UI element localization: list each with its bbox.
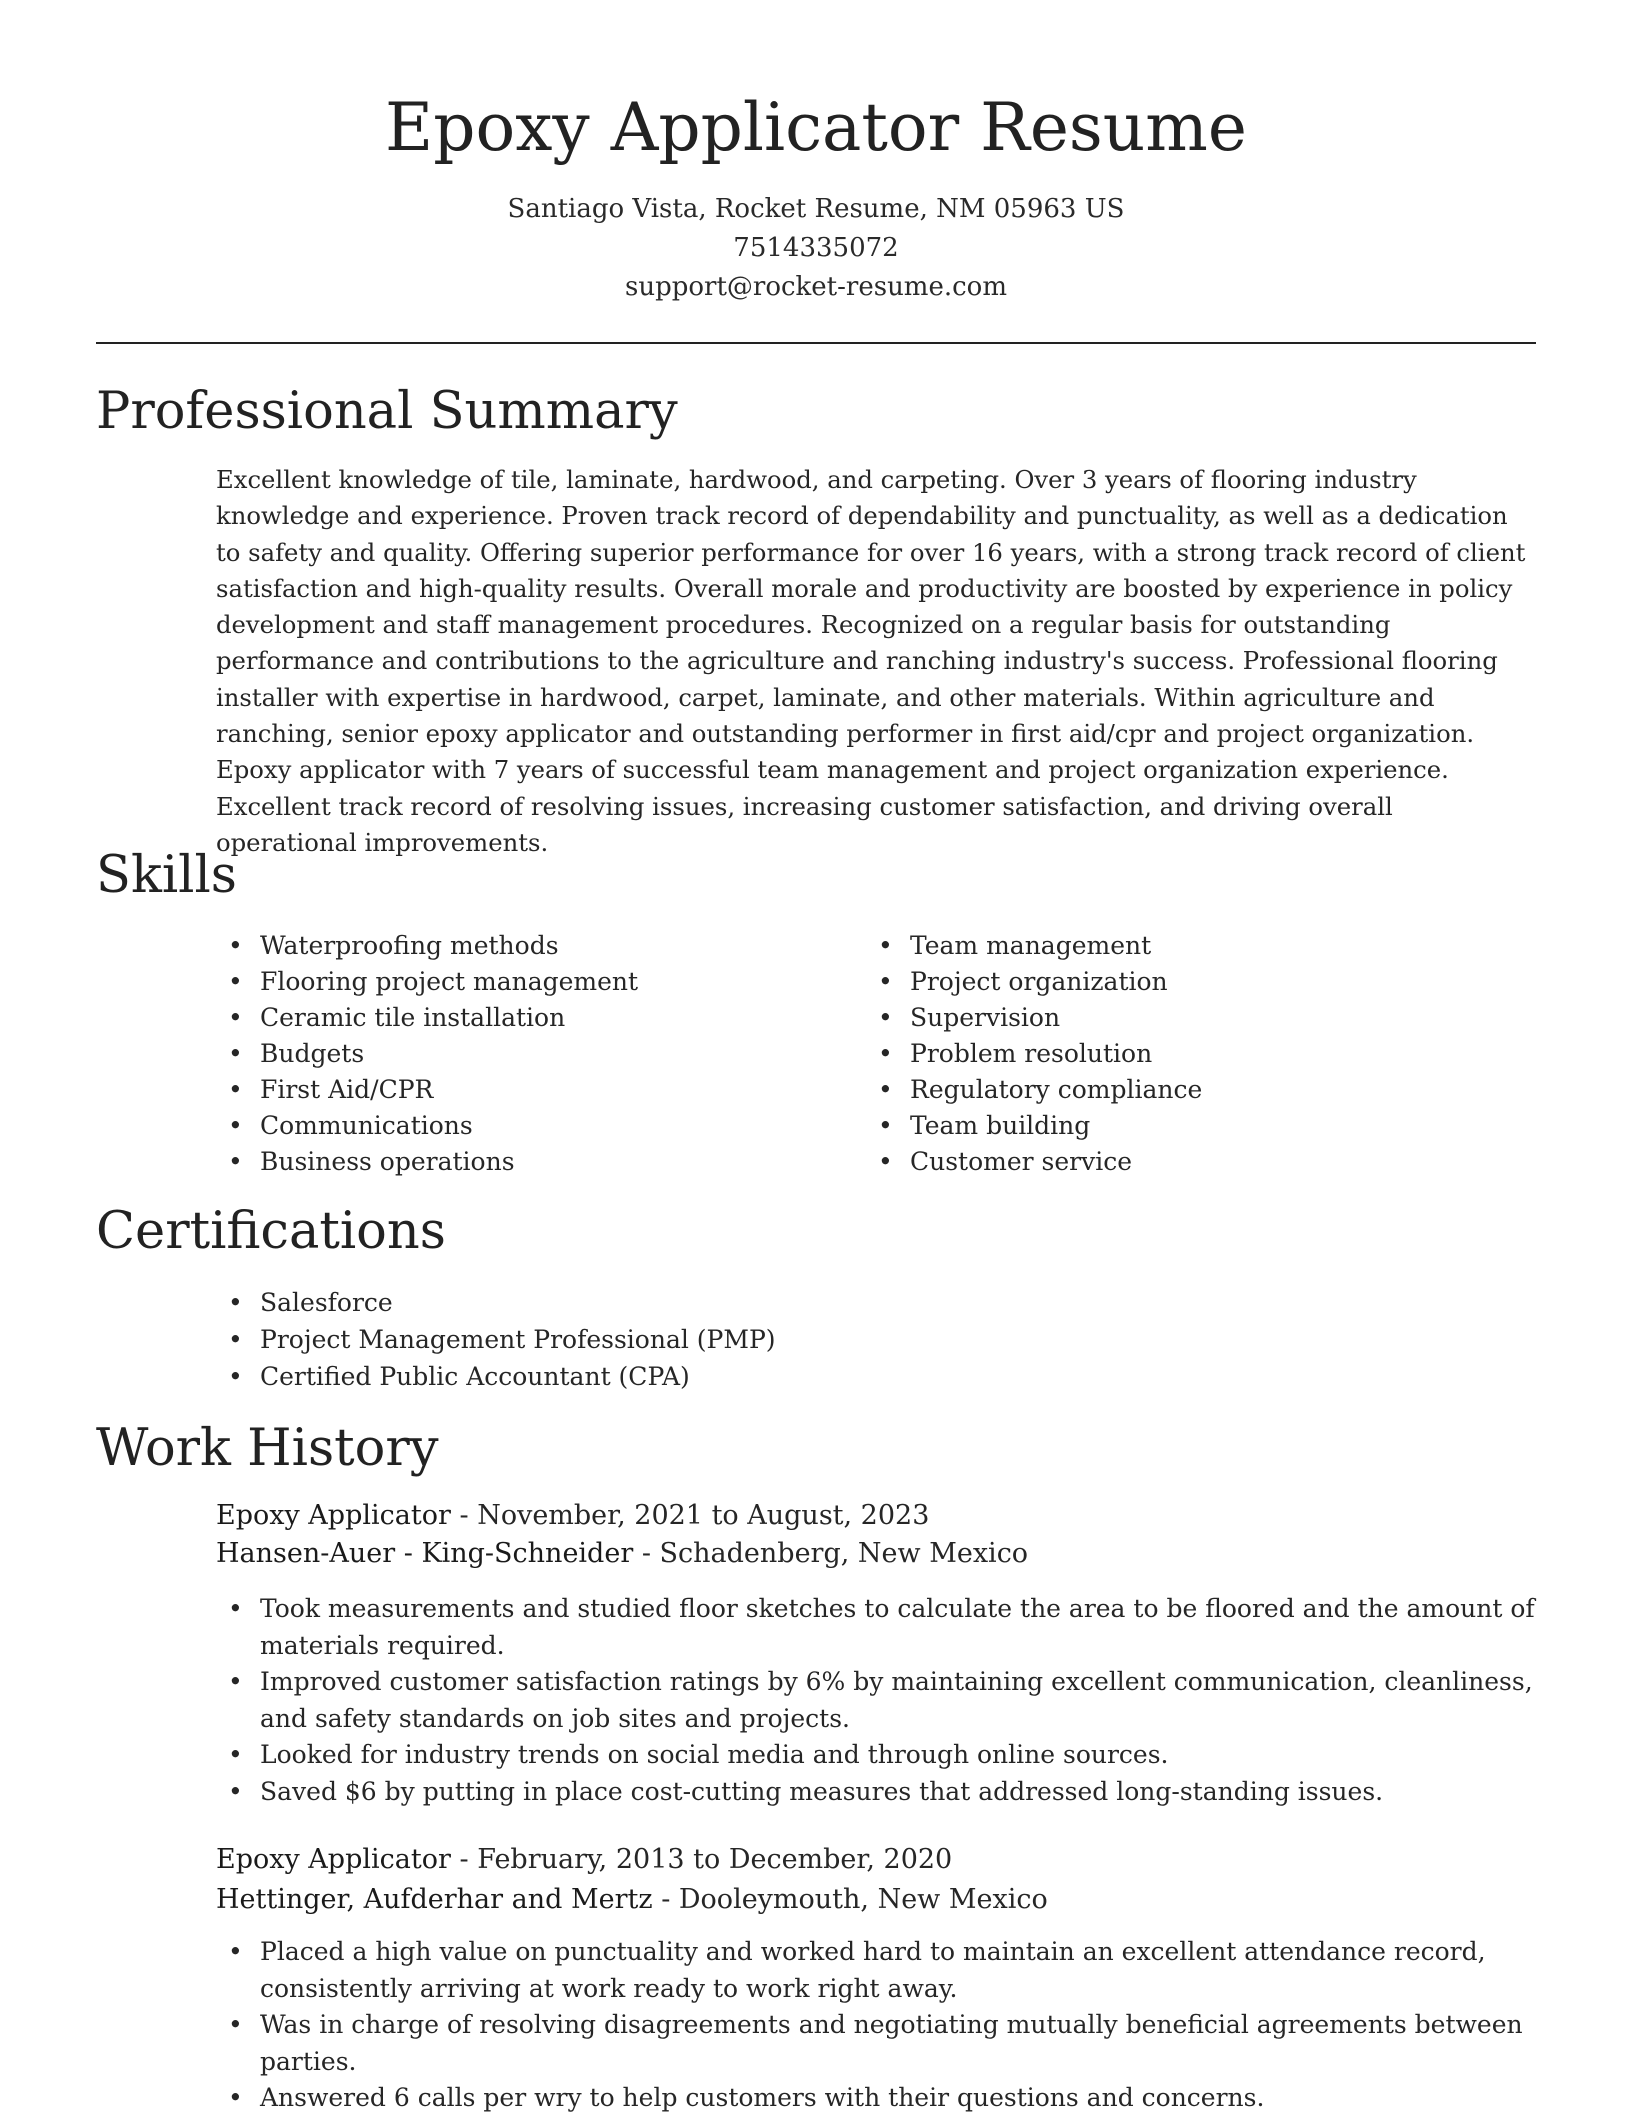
separator: - [450,1500,478,1531]
skill-item: • Ceramic tile installation [216,1000,638,1036]
job-title-line [216,1841,952,1879]
contact-phone: 7514335072 [733,233,899,263]
header-divider [96,342,1536,344]
duty-item: • Saved $6 by putting in place cost-cutting measures that addressed long-standing issues. [216,1774,1536,1811]
skill-item: • Flooring project management [216,964,638,1000]
separator: - [450,1844,478,1875]
separator: - [633,1538,660,1569]
certifications-list [216,1284,776,1395]
certifications-heading: Certifications [96,1202,446,1261]
skill-item: • Problem resolution [866,1036,1202,1072]
resume-title: Epoxy Applicator Resume [385,89,1247,166]
job-duties-list [216,1934,1536,2117]
contact-email: support@rocket-resume.com [624,272,1007,302]
certification-item: • Project Management Professional (PMP) [216,1321,776,1358]
skills-list-left [216,928,638,1180]
skill-item: • Team management [866,928,1202,964]
skill-item: • Project organization [866,964,1202,1000]
job-employer: Hettinger, Aufderhar and Mertz [216,1884,653,1915]
certification-item: • Certified Public Accountant (CPA) [216,1358,776,1395]
contact-block [0,190,1632,307]
job-location: Schadenberg, New Mexico [659,1538,1029,1569]
skill-item: • Supervision [866,1000,1202,1036]
duty-item: • Answered 6 calls per wry to help customers with their questions and concerns. [216,2080,1536,2117]
skill-item: • Communications [216,1108,638,1144]
resume-header [0,0,1632,307]
work-history-heading: Work History [96,1419,439,1478]
separator: - [652,1884,679,1915]
skill-item: • Customer service [866,1144,1202,1180]
job-title: Epoxy Applicator [216,1500,451,1531]
skill-item: • Team building [866,1108,1202,1144]
job-employer-line [216,1535,1028,1573]
job-dates: November, 2021 to August, 2023 [477,1500,930,1531]
job-dates: February, 2013 to December, 2020 [477,1844,953,1875]
duty-item: • Placed a high value on punctuality and worked hard to maintain an excellent attendance record, consistently arriving at work ready to work right away. [216,1934,1536,2007]
skill-item: • Waterproofing methods [216,928,638,964]
duty-item: • Took measurements and studied floor sketches to calculate the area to be floored and the amount of materials required. [216,1591,1536,1664]
skills-list-right [866,928,1202,1180]
duty-item: • Improved customer satisfaction ratings by 6% by maintaining excellent communication, cleanliness, and safety standards on job sites and projects. [216,1664,1536,1737]
duty-item: • Looked for industry trends on social media and through online sources. [216,1737,1536,1774]
job-title: Epoxy Applicator [216,1844,451,1875]
skill-item: • Business operations [216,1144,638,1180]
skills-heading: Skills [96,846,237,905]
job-duties-list [216,1591,1536,1810]
job-title-line [216,1497,929,1535]
summary-heading: Professional Summary [96,382,678,441]
summary-text: Excellent knowledge of tile, laminate, hardwood, and carpeting. Over 3 years of flooring industry knowledge and experience. Proven track record of dependability and punctuality, as well as a dedication to safety and quality. Offering superior performance for over 16 years, with a strong track record of client satisfaction and high-quality results. Overall morale and productivity are boosted by experience in policy development and staff management procedures. Recognized on a regular basis for outstanding performance and contributions to the agriculture and ranching industry's success. Professional flooring installer with expertise in hardwood, carpet, laminate, and other materials. Within agriculture and ranching, senior epoxy applicator and outstanding performer in first aid/cpr and project organization. Epoxy applicator with 7 years of successful team management and project organization experience. Excellent track record of resolving issues, increasing customer satisfaction, and driving overall operational improvements. [216,465,1526,857]
duty-item: • Was in charge of resolving disagreements and negotiating mutually beneficial agreements between parties. [216,2007,1536,2080]
job-employer: Hansen-Auer - King-Schneider [216,1538,634,1569]
skill-item: • Budgets [216,1036,638,1072]
job-location: Dooleymouth, New Mexico [678,1884,1048,1915]
contact-address: Santiago Vista, Rocket Resume, NM 05963 US [507,194,1125,224]
certification-item: • Salesforce [216,1284,776,1321]
job-employer-line [216,1881,1048,1919]
skill-item: • First Aid/CPR [216,1072,638,1108]
skill-item: • Regulatory compliance [866,1072,1202,1108]
